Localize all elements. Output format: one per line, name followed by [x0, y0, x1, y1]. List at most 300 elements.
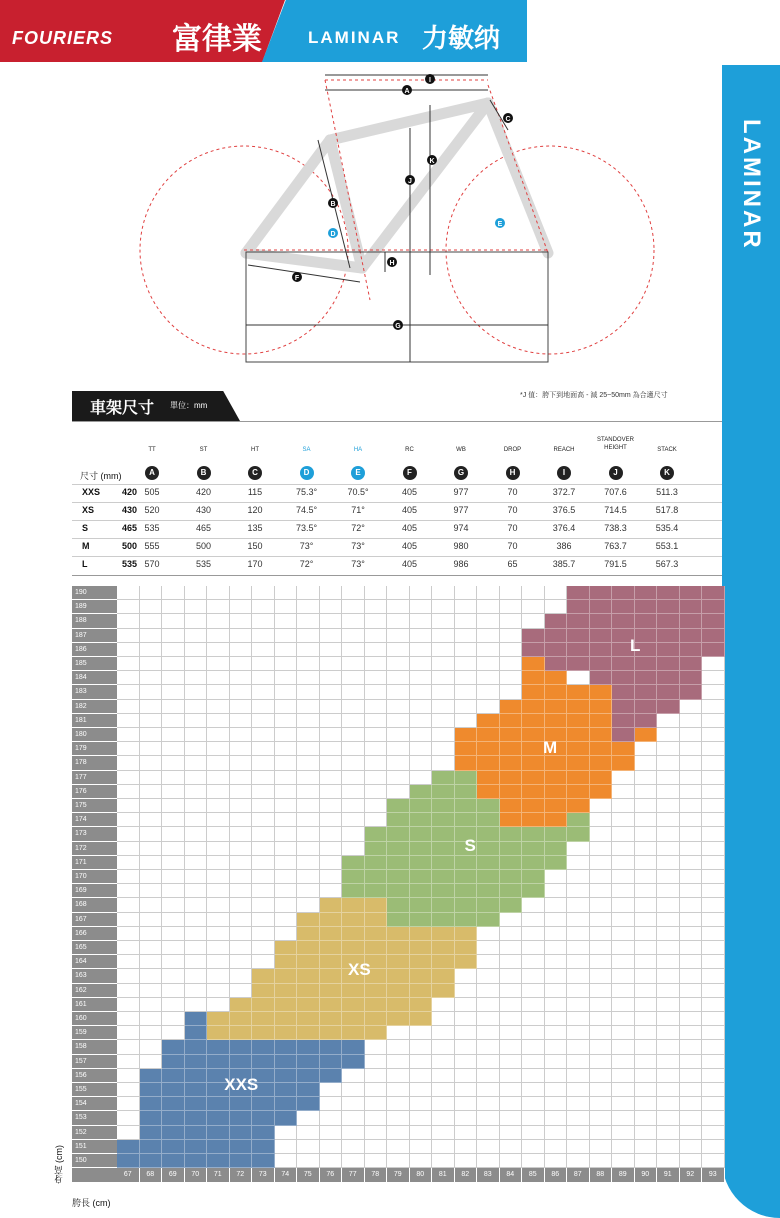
fit-cell-l	[657, 586, 680, 600]
fit-cell-xs	[387, 955, 410, 969]
fit-cell-l	[680, 629, 703, 643]
fit-cell-m	[500, 756, 523, 770]
fit-cell-xxs	[185, 1083, 208, 1097]
fit-cell-s	[500, 870, 523, 884]
fit-cell-xs	[320, 955, 343, 969]
fit-cell-m	[590, 771, 613, 785]
table-cell: 75.3°	[295, 487, 318, 497]
fit-cell-l	[657, 657, 680, 671]
fit-cell-xxs	[207, 1097, 230, 1111]
height-tick: 178	[72, 756, 117, 770]
fit-cell-s	[500, 842, 523, 856]
fit-cell-m	[522, 771, 545, 785]
fit-cell-xxs	[275, 1040, 298, 1054]
svg-text:G: G	[395, 323, 401, 330]
inseam-tick: 88	[590, 1168, 613, 1182]
brand-fouriers-cn: 富律業	[172, 22, 262, 57]
fit-cell-xs	[387, 984, 410, 998]
fit-cell-xxs	[140, 1154, 163, 1168]
fit-cell-xxs	[162, 1154, 185, 1168]
fit-cell-xxs	[252, 1126, 275, 1140]
fit-cell-l	[635, 671, 658, 685]
fit-cell-xxs	[140, 1140, 163, 1154]
fit-cell-xxs	[230, 1111, 253, 1125]
row-size: XS	[82, 505, 95, 515]
fit-cell-xs	[410, 955, 433, 969]
inseam-tick: 87	[567, 1168, 590, 1182]
inseam-tick: 92	[680, 1168, 703, 1182]
table-cell: 70	[507, 523, 518, 533]
fit-cell-m	[477, 771, 500, 785]
fit-cell-m	[522, 700, 545, 714]
frame-outline	[246, 103, 548, 268]
fit-cell-l	[635, 700, 658, 714]
fit-cell-s	[387, 870, 410, 884]
inseam-tick: 72	[230, 1168, 253, 1182]
col-header-i: REACH	[553, 447, 575, 453]
fit-cell-xs	[275, 955, 298, 969]
fit-cell-xs	[252, 998, 275, 1012]
fit-cell-m	[455, 728, 478, 742]
fit-cell-xxs	[185, 1140, 208, 1154]
table-cell: 73.5°	[295, 523, 318, 533]
fit-cell-m	[545, 799, 568, 813]
fit-cell-s	[455, 813, 478, 827]
height-tick: 151	[72, 1140, 117, 1154]
svg-text:A: A	[404, 88, 410, 95]
fit-cell-m	[635, 728, 658, 742]
height-tick: 162	[72, 984, 117, 998]
fit-cell-l	[590, 614, 613, 628]
y-axis-label: 身高 (cm)	[54, 1145, 64, 1184]
fit-cell-s	[410, 913, 433, 927]
height-tick: 154	[72, 1097, 117, 1111]
fit-cell-s	[500, 884, 523, 898]
row-size: L	[82, 559, 88, 569]
table-cell: 72°	[351, 523, 365, 533]
col-badge-e: E	[351, 466, 365, 480]
height-tick: 161	[72, 998, 117, 1012]
height-tick: 169	[72, 884, 117, 898]
table-cell: 135	[247, 523, 263, 533]
table-cell: 405	[401, 505, 418, 515]
svg-text:C: C	[505, 116, 511, 123]
fit-cell-l	[545, 657, 568, 671]
svg-text:E: E	[497, 221, 503, 228]
fit-cell-xs	[320, 1012, 343, 1026]
fit-cell-l	[567, 643, 590, 657]
fit-cell-l	[657, 614, 680, 628]
fit-cell-m	[567, 771, 590, 785]
table-cell: 553.1	[655, 541, 679, 551]
fit-cell-m	[500, 785, 523, 799]
fit-cell-xxs	[207, 1055, 230, 1069]
fit-cell-xs	[365, 1026, 388, 1040]
fit-cell-xs	[365, 898, 388, 912]
fit-cell-m	[590, 728, 613, 742]
fit-cell-xxs	[140, 1126, 163, 1140]
fit-cell-xxs	[185, 1126, 208, 1140]
fit-cell-xs	[297, 941, 320, 955]
fit-cell-l	[545, 614, 568, 628]
size-zone-label: M	[543, 738, 558, 758]
fit-cell-s	[500, 898, 523, 912]
fit-cell-l	[567, 600, 590, 614]
fit-cell-m	[567, 756, 590, 770]
fit-cell-xs	[275, 984, 298, 998]
row-mm: 500	[122, 541, 138, 551]
fit-cell-l	[612, 657, 635, 671]
inseam-tick: 86	[545, 1168, 568, 1182]
fit-cell-xs	[342, 941, 365, 955]
table-cell: 405	[401, 487, 418, 497]
fit-cell-xxs	[297, 1083, 320, 1097]
fit-cell-s	[432, 884, 455, 898]
fit-cell-xxs	[162, 1111, 185, 1125]
inseam-tick: 78	[365, 1168, 388, 1182]
fit-cell-xs	[455, 941, 478, 955]
fit-cell-xxs	[275, 1055, 298, 1069]
fit-cell-s	[342, 870, 365, 884]
fit-cell-s	[455, 785, 478, 799]
table-cell: 73°	[299, 541, 314, 551]
fit-cell-xxs	[297, 1097, 320, 1111]
fit-cell-s	[432, 913, 455, 927]
fit-cell-xs	[320, 1026, 343, 1040]
col-badge-h: H	[506, 466, 520, 480]
row-mm: 465	[122, 523, 138, 533]
fit-cell-l	[680, 657, 703, 671]
fit-cell-s	[477, 870, 500, 884]
fit-cell-l	[567, 586, 590, 600]
height-tick: 183	[72, 685, 117, 699]
fit-cell-l	[612, 671, 635, 685]
height-tick: 157	[72, 1055, 117, 1069]
height-tick: 156	[72, 1069, 117, 1083]
fit-cell-s	[387, 913, 410, 927]
table-cell: 70	[507, 505, 518, 515]
fit-cell-s	[432, 870, 455, 884]
fit-cell-s	[567, 827, 590, 841]
table-cell: 555	[144, 541, 160, 551]
fit-cell-m	[477, 728, 500, 742]
size-zone-label: XXS	[224, 1074, 259, 1094]
fit-cell-xxs	[230, 1040, 253, 1054]
col-header-j: STANDOVER HEIGHT	[597, 437, 634, 451]
height-tick: 187	[72, 629, 117, 643]
fit-cell-m	[500, 714, 523, 728]
table-cell: 71°	[351, 505, 365, 515]
fit-cell-xxs	[275, 1097, 298, 1111]
height-tick: 189	[72, 600, 117, 614]
fit-cell-m	[567, 714, 590, 728]
fit-cell-s	[500, 856, 523, 870]
fit-cell-xs	[387, 927, 410, 941]
fit-cell-s	[432, 856, 455, 870]
height-tick: 165	[72, 941, 117, 955]
fit-cell-s	[410, 842, 433, 856]
fit-cell-xs	[432, 941, 455, 955]
fit-cell-xxs	[252, 1154, 275, 1168]
fit-cell-l	[657, 600, 680, 614]
fit-cell-xxs	[252, 1140, 275, 1154]
fit-cell-xxs	[207, 1111, 230, 1125]
row-mm: 535	[122, 559, 138, 569]
fit-cell-m	[522, 799, 545, 813]
fit-cell-l	[567, 614, 590, 628]
brand-fouriers: FOURIERS	[12, 28, 114, 48]
fit-cell-xs	[252, 984, 275, 998]
col-badge-b: B	[197, 466, 211, 480]
fit-cell-xxs	[185, 1097, 208, 1111]
height-tick: 184	[72, 671, 117, 685]
table-cell: 70	[507, 487, 518, 497]
fit-cell-s	[387, 898, 410, 912]
fit-cell-xs	[342, 913, 365, 927]
fit-cell-m	[500, 813, 523, 827]
fit-cell-m	[522, 785, 545, 799]
fit-cell-m	[545, 813, 568, 827]
fit-cell-l	[657, 671, 680, 685]
row-size: XXS	[82, 487, 101, 497]
fit-cell-l	[590, 657, 613, 671]
col-badge-i: I	[557, 466, 571, 480]
fit-cell-m	[522, 728, 545, 742]
fit-cell-xs	[410, 927, 433, 941]
col-badge-j: J	[609, 466, 623, 480]
svg-text:B: B	[330, 201, 336, 208]
fit-cell-xs	[320, 898, 343, 912]
fit-cell-xxs	[297, 1040, 320, 1054]
height-tick: 186	[72, 643, 117, 657]
brand-laminar: LAMINAR	[308, 28, 401, 47]
fit-cell-s	[342, 884, 365, 898]
height-tick: 173	[72, 827, 117, 841]
fit-cell-l	[702, 643, 725, 657]
fit-cell-l	[657, 700, 680, 714]
fit-cell-s	[410, 898, 433, 912]
fit-cell-xs	[275, 941, 298, 955]
row-size: M	[82, 541, 90, 551]
fit-cell-xs	[230, 998, 253, 1012]
fit-cell-xxs	[252, 1111, 275, 1125]
size-zone-label: S	[464, 835, 476, 855]
fit-cell-xxs	[297, 1069, 320, 1083]
fit-cell-xs	[365, 927, 388, 941]
table-cell: 714.5	[604, 505, 627, 515]
svg-text:J: J	[408, 178, 412, 185]
fit-cell-xxs	[320, 1040, 343, 1054]
fit-cell-s	[522, 842, 545, 856]
table-cell: 500	[195, 541, 212, 551]
height-tick: 170	[72, 870, 117, 884]
fit-cell-s	[432, 813, 455, 827]
fit-cell-m	[590, 756, 613, 770]
fit-cell-m	[567, 785, 590, 799]
fit-cell-xs	[387, 1012, 410, 1026]
fit-cell-s	[365, 856, 388, 870]
fit-cell-xxs	[207, 1140, 230, 1154]
fit-cell-xs	[432, 984, 455, 998]
table-cell: 115	[247, 487, 263, 497]
height-tick: 167	[72, 913, 117, 927]
height-tick: 168	[72, 898, 117, 912]
fit-cell-l	[635, 685, 658, 699]
fit-cell-s	[432, 827, 455, 841]
col-badge-d: D	[300, 466, 314, 480]
table-cell: 150	[247, 541, 263, 551]
table-cell: 517.8	[655, 505, 679, 515]
fit-cell-l	[680, 643, 703, 657]
fit-cell-xxs	[162, 1083, 185, 1097]
fit-cell-s	[410, 799, 433, 813]
fit-cell-xs	[410, 969, 433, 983]
table-cell: 791.5	[604, 559, 627, 569]
table-cell: 420	[195, 487, 212, 497]
fit-cell-xs	[455, 927, 478, 941]
fit-cell-xxs	[252, 1055, 275, 1069]
table-cell: 65	[507, 559, 518, 569]
fit-cell-s	[387, 842, 410, 856]
inseam-tick: 76	[320, 1168, 343, 1182]
table-cell: 70	[507, 541, 518, 551]
col-header-g: WB	[456, 447, 466, 453]
table-cell: 405	[401, 523, 418, 533]
fit-cell-l	[612, 714, 635, 728]
height-tick: 159	[72, 1026, 117, 1040]
svg-text:H: H	[389, 260, 395, 267]
fit-cell-l	[590, 629, 613, 643]
height-tick: 180	[72, 728, 117, 742]
height-tick: 164	[72, 955, 117, 969]
fit-cell-s	[477, 842, 500, 856]
fit-cell-m	[590, 742, 613, 756]
fit-cell-xs	[432, 955, 455, 969]
inseam-tick: 68	[140, 1168, 163, 1182]
table-cell: 386	[556, 541, 572, 551]
fit-cell-m	[545, 700, 568, 714]
fit-cell-l	[612, 614, 635, 628]
fit-cell-s	[365, 870, 388, 884]
table-cell: 535	[195, 559, 212, 569]
fit-cell-m	[522, 657, 545, 671]
fit-cell-xs	[275, 1026, 298, 1040]
height-tick: 172	[72, 842, 117, 856]
fit-cell-s	[387, 813, 410, 827]
fit-cell-s	[477, 898, 500, 912]
height-tick: 153	[72, 1111, 117, 1125]
fit-cell-s	[387, 884, 410, 898]
table-cell: 986	[453, 559, 469, 569]
fit-cell-l	[590, 600, 613, 614]
height-tick: 171	[72, 856, 117, 870]
table-cell: 520	[144, 505, 160, 515]
table-cell: 120	[247, 505, 263, 515]
table-cell: 465	[195, 523, 212, 533]
table-cell: 511.3	[656, 487, 678, 497]
col-header-f: RC	[405, 447, 414, 453]
height-tick: 175	[72, 799, 117, 813]
table-cell: 763.7	[604, 541, 627, 551]
fit-cell-xs	[207, 1012, 230, 1026]
fit-cell-xs	[297, 984, 320, 998]
fit-cell-m	[567, 742, 590, 756]
fit-cell-xs	[410, 1012, 433, 1026]
table-cell: 376.4	[552, 523, 576, 533]
fit-cell-s	[432, 842, 455, 856]
fit-cell-xxs	[162, 1126, 185, 1140]
col-badge-c: C	[248, 466, 262, 480]
fit-cell-xs	[252, 1026, 275, 1040]
fit-cell-s	[477, 856, 500, 870]
fit-cell-xs	[297, 998, 320, 1012]
row-size: S	[82, 523, 89, 533]
fit-cell-s	[477, 799, 500, 813]
fit-cell-l	[702, 600, 725, 614]
fit-cell-s	[365, 827, 388, 841]
table-cell: 405	[401, 559, 418, 569]
fit-cell-xxs	[230, 1126, 253, 1140]
fit-cell-xxs	[252, 1040, 275, 1054]
fit-cell-xs	[387, 941, 410, 955]
fit-cell-m	[522, 756, 545, 770]
fit-cell-l	[680, 614, 703, 628]
height-tick: 163	[72, 969, 117, 983]
fit-cell-s	[455, 771, 478, 785]
x-axis-label: 胯長 (cm)	[72, 1198, 111, 1208]
fit-cell-xs	[432, 969, 455, 983]
fit-cell-s	[455, 884, 478, 898]
fit-cell-s	[342, 856, 365, 870]
fit-cell-m	[477, 756, 500, 770]
table-cell: 707.6	[604, 487, 627, 497]
table-cell: 505	[144, 487, 160, 497]
fit-cell-xs	[320, 941, 343, 955]
fit-cell-m	[500, 700, 523, 714]
table-cell: 405	[401, 541, 418, 551]
fit-cell-l	[545, 629, 568, 643]
inseam-tick: 69	[162, 1168, 185, 1182]
fit-cell-s	[477, 827, 500, 841]
fit-cell-s	[522, 856, 545, 870]
fit-cell-xs	[320, 984, 343, 998]
inseam-tick: 82	[455, 1168, 478, 1182]
fit-cell-xxs	[207, 1040, 230, 1054]
table-cell: 570	[144, 559, 160, 569]
fit-cell-m	[590, 700, 613, 714]
height-tick: 174	[72, 813, 117, 827]
table-cell: 385.7	[552, 559, 576, 569]
table-cell: 977	[453, 505, 469, 515]
fit-cell-l	[545, 643, 568, 657]
fit-cell-s	[545, 842, 568, 856]
fit-cell-l	[680, 671, 703, 685]
fit-cell-s	[522, 870, 545, 884]
fit-cell-m	[522, 671, 545, 685]
fit-cell-l	[635, 714, 658, 728]
fit-cell-xs	[365, 1012, 388, 1026]
fit-cell-xs	[230, 1012, 253, 1026]
fit-cell-xs	[455, 955, 478, 969]
table-cell: 974	[453, 523, 469, 533]
height-tick: 160	[72, 1012, 117, 1026]
inseam-tick: 81	[432, 1168, 455, 1182]
height-tick: 185	[72, 657, 117, 671]
fit-cell-xs	[320, 969, 343, 983]
size-zone-label: L	[630, 636, 641, 655]
fit-cell-m	[545, 671, 568, 685]
fit-cell-xs	[410, 998, 433, 1012]
